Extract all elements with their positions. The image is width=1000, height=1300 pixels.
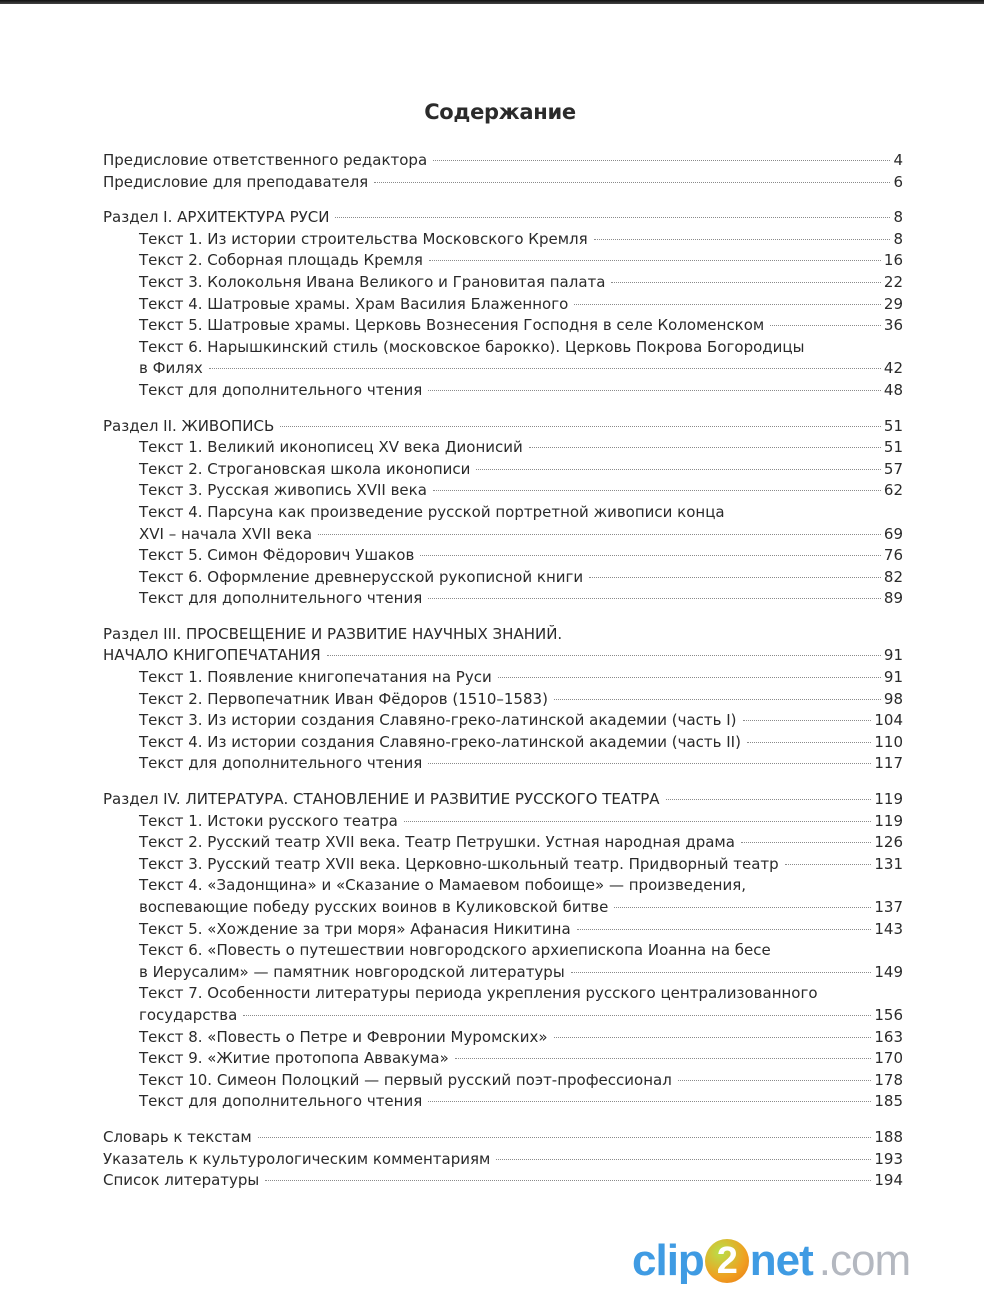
dot-leader [594,239,891,240]
toc-page-number: 48 [883,380,903,399]
toc-page-number: 8 [893,229,903,248]
toc-entry-line: Раздел III. ПРОСВЕЩЕНИЕ И РАЗВИТИЕ НАУЧНЫХ ЗНАНИЙ. [103,624,563,643]
dot-leader [428,1101,871,1102]
dot-leader [743,720,872,721]
toc-entry[interactable] [103,1070,903,1092]
toc-entry-line: Текст 6. Нарышкинский стиль (московское барокко). Церковь Покрова Богородицы [139,337,805,356]
toc-page-number: 119 [874,790,903,809]
toc-entry[interactable] [103,854,903,876]
toc-entry-title: Текст 1. Из истории строительства Московского Кремля [139,229,588,248]
toc-entry-title: в Иерусалим» — памятник новгородской литературы [139,962,565,981]
toc-entry-title: Текст 2. Первопечатник Иван Фёдоров (1510–1583) [139,689,548,708]
dot-leader [529,447,881,448]
window-top-border [0,0,984,4]
toc-entry-title: Текст 1. Появление книгопечатания на Руси [139,668,492,687]
watermark-clip: clip [632,1236,704,1285]
toc-page-number: 126 [874,833,903,852]
dot-leader [554,1037,872,1038]
dot-leader [374,182,890,183]
toc-entry-title: Текст для дополнительного чтения [139,589,423,608]
toc-page-number: 4 [893,151,903,169]
dot-leader [476,469,880,470]
toc-entry[interactable] [103,1005,903,1027]
toc-page-number: 16 [883,251,903,270]
toc-entry[interactable] [103,1048,903,1070]
toc-entry-title: Словарь к текстам [103,1127,252,1146]
toc-entry-title: Текст 1. Великий иконописец XV века Дионисий [139,438,523,457]
toc-page-number: 6 [893,172,903,191]
toc-entry[interactable] [103,689,903,711]
toc-entry[interactable] [103,480,903,502]
watermark-two-badge: 2 [705,1239,749,1283]
toc-section-heading[interactable] [103,207,903,229]
toc-entry-title: Текст 2. Соборная площадь Кремля [139,251,423,270]
toc-entry-title: Указатель к культурологическим комментариям [103,1149,491,1168]
toc-page-number: 104 [874,711,903,730]
toc-entry-title: Текст для дополнительного чтения [139,380,423,399]
toc-section-heading[interactable] [103,416,903,438]
toc-entry[interactable] [103,962,903,984]
toc-entry[interactable] [103,811,903,833]
toc-entry[interactable] [103,545,903,567]
toc-page-number: 36 [883,316,903,335]
dot-leader [209,368,881,369]
dot-leader [265,1180,871,1181]
dot-leader [577,929,872,930]
toc-entry[interactable] [103,1127,903,1149]
toc-entry[interactable] [103,250,903,272]
toc-back-matter [103,1127,903,1192]
toc-entry-title: XVI – начала XVII века [139,524,313,543]
toc-page-number: 22 [883,272,903,291]
toc-page-number: 149 [874,962,903,981]
toc-entry[interactable] [103,358,903,380]
toc-entry-title: Текст 4. Из истории создания Славяно-греко-латинской академии (часть II) [139,732,741,751]
toc-entry[interactable] [103,315,903,337]
toc-entry[interactable] [103,380,903,402]
watermark-com: .com [818,1236,911,1285]
dot-leader [404,821,872,822]
toc-entry[interactable] [103,732,903,754]
toc-entry[interactable] [103,459,903,481]
dot-leader [335,217,890,218]
toc-page-number: 82 [883,567,903,586]
toc-entry[interactable] [103,897,903,919]
toc-entry-line: Текст 4. «Задонщина» и «Сказание о Мамаевом побоище» — произведения, [139,876,746,895]
toc-entry-title: Текст 6. Оформление древнерусской рукописной книги [139,567,584,586]
toc-page-number: 8 [893,208,903,227]
toc-page-number: 69 [883,524,903,543]
toc-entry-line: Текст 7. Особенности литературы периода укрепления русского централизованного [139,984,818,1003]
toc-entry-title: Предисловие для преподавателя [103,172,369,191]
toc-page-number: 89 [883,589,903,608]
dot-leader [433,490,881,491]
toc-section-heading[interactable] [103,645,903,667]
dot-leader [428,390,881,391]
toc-entry-line: Текст 4. Парсуна как произведение русской портретной живописи конца [139,502,725,521]
toc-page-number: 98 [883,689,903,708]
toc-entry[interactable] [103,832,903,854]
toc-section [103,624,903,775]
toc-entry-line: Текст 6. «Повесть о путешествии новгородского архиепископа Иоанна на бесе [139,941,771,960]
toc-page-number: 163 [874,1027,903,1046]
toc-entry[interactable] [103,588,903,610]
toc-entry-title: Текст 8. «Повесть о Петре и Февронии Муромских» [139,1027,548,1046]
dot-leader [428,763,871,764]
toc-entry[interactable] [103,567,903,589]
toc-entry-title: государства [139,1005,238,1024]
toc-entry[interactable] [103,229,903,251]
toc-page-number: 76 [883,546,903,565]
dot-leader [785,864,872,865]
toc-entry-title: Текст 3. Из истории создания Славяно-греко-латинской академии (часть I) [139,711,737,730]
dot-leader [455,1058,872,1059]
toc-entry[interactable] [103,172,903,194]
toc-entry-title: Текст 10. Симеон Полоцкий — первый русский поэт-профессионал [139,1070,672,1089]
dot-leader [327,655,881,656]
toc-entry-title: Текст 1. Истоки русского театра [139,811,398,830]
toc-page-number: 29 [883,294,903,313]
toc-entry-title: Список литературы [103,1171,260,1190]
toc-entry[interactable] [103,919,903,941]
toc-entry-title: Текст 2. Русский театр XVII века. Театр Петрушки. Устная народная драма [139,833,735,852]
toc-page-number: 185 [874,1092,903,1111]
dot-leader [428,598,881,599]
toc-entry-title: Текст 3. Колокольня Ивана Великого и Грановитая палата [139,272,606,291]
toc-entry-title: Предисловие ответственного редактора [103,151,428,169]
toc-section [103,416,903,610]
toc-entry[interactable] [103,1170,903,1192]
dot-leader [666,799,872,800]
dot-leader [614,907,871,908]
dot-leader [747,742,871,743]
toc-page-number: 51 [883,438,903,457]
toc-page-number: 193 [874,1149,903,1168]
toc-entry-title: воспевающие победу русских воинов в Куликовской битве [139,898,609,916]
toc-entry-title: Текст 5. Шатровые храмы. Церковь Вознесения Господня в селе Коломенском [139,316,765,335]
dot-leader [429,260,881,261]
toc-section [103,207,903,401]
toc-entry-title: Текст 5. Симон Фёдорович Ушаков [139,546,415,565]
toc-entry-title: НАЧАЛО КНИГОПЕЧАТАНИЯ [103,646,321,665]
toc-entry[interactable] [103,294,903,316]
toc-entry[interactable] [103,753,903,775]
dot-leader [420,555,881,556]
dot-leader [574,304,881,305]
dot-leader [433,160,890,161]
toc-page-number: 188 [874,1127,903,1146]
toc-page-number: 137 [874,898,903,916]
dot-leader [280,426,881,427]
toc-page-number: 57 [883,459,903,478]
toc-entry-title: Текст 9. «Житие протопопа Аввакума» [139,1049,449,1068]
dot-leader [554,699,881,700]
toc-section [103,789,903,1113]
toc-page-number: 110 [874,732,903,751]
toc-entry-title: в Филях [139,359,203,378]
dot-leader [243,1015,871,1016]
page-title: Содержание [424,100,576,125]
toc-page-number: 178 [874,1070,903,1089]
toc-page-number: 119 [874,811,903,830]
toc-entry[interactable] [103,1027,903,1049]
toc-entry[interactable] [103,150,903,172]
toc-entry[interactable] [103,1149,903,1171]
toc-page-number: 42 [883,359,903,378]
toc-entry-title: Раздел IV. ЛИТЕРАТУРА. СТАНОВЛЕНИЕ И РАЗВИТИЕ РУССКОГО ТЕАТРА [103,790,660,809]
toc-entry-title: Текст 5. «Хождение за три моря» Афанасия Никитина [139,919,571,938]
watermark-net: net [749,1236,813,1285]
toc-page-number: 91 [883,668,903,687]
dot-leader [258,1137,872,1138]
dot-leader [571,972,872,973]
toc-entry-title: Текст 3. Русская живопись XVII века [139,481,427,500]
toc-page-number: 170 [874,1049,903,1068]
toc-entry[interactable] [103,710,903,732]
toc-entry-title: Текст 4. Шатровые храмы. Храм Василия Блаженного [139,294,569,313]
toc-entry-title: Текст 3. Русский театр XVII века. Церковно-школьный театр. Придворный театр [139,854,779,873]
dot-leader [496,1159,871,1160]
clip2net-watermark [632,1236,910,1286]
dot-leader [611,282,880,283]
toc-section-heading[interactable] [103,789,903,811]
toc-entry-title: Текст для дополнительного чтения [139,1092,423,1111]
dot-leader [678,1080,872,1081]
toc-entry-title: Текст 2. Строгановская школа иконописи [139,459,471,478]
dot-leader [318,534,881,535]
toc-entry[interactable] [103,667,903,689]
toc-entry[interactable] [103,1091,903,1113]
toc-page-number: 143 [874,919,903,938]
dot-leader [770,325,881,326]
toc-page-number: 62 [883,481,903,500]
toc-page-number: 51 [883,416,903,435]
dot-leader [589,577,881,578]
toc-page-number: 194 [874,1171,903,1190]
dot-leader [498,677,881,678]
toc-page-number: 117 [874,754,903,773]
toc-entry-title: Раздел II. ЖИВОПИСЬ [103,416,275,435]
dot-leader [741,842,871,843]
toc-page-number: 91 [883,646,903,665]
toc-front-matter [103,150,903,193]
toc-entry-title: Текст для дополнительного чтения [139,754,423,773]
toc-entry-title: Раздел I. АРХИТЕКТУРА РУСИ [103,208,330,227]
toc-page-number: 131 [874,854,903,873]
toc-entry[interactable] [103,272,903,294]
toc-entry[interactable] [103,437,903,459]
toc-entry[interactable] [103,524,903,546]
table-of-contents [103,150,903,1206]
toc-page-number: 156 [874,1005,903,1024]
